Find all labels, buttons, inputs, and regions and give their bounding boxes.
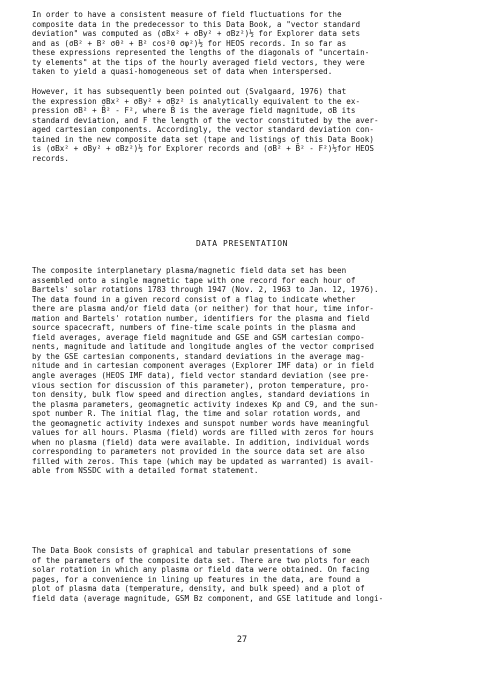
paragraph-composite-data-set: [32, 266, 460, 476]
text-line: by the GSE cartesian components, standard deviations in the average mag-: [32, 351, 365, 361]
paragraph-data-book-contents: [32, 546, 460, 603]
text-line: able from NSSDC with a detailed format statement.: [32, 466, 259, 476]
text-line: The composite interplanetary plasma/magnetic field data set has been: [32, 266, 347, 275]
text-line: records.: [32, 153, 69, 163]
text-line: tained in the new composite data set (tape and listings of this Data Book): [32, 134, 375, 144]
text-line: pression σB² + B̄² - F², where B̄ is the average field magnitude, σB its: [32, 106, 356, 116]
text-line: field averages, average field magnitude and GSE and GSM cartesian compo-: [32, 332, 365, 342]
text-line: composite data in the predecessor to this Data Book, a "vector standard: [32, 19, 361, 29]
text-line: aged cartesian components. Accordingly, the vector standard deviation con-: [32, 125, 375, 135]
text-line: The Data Book consists of graphical and tabular presentations of some: [32, 546, 351, 555]
text-line: field data (average magnitude, GSM Bz component, and GSE latitude and longi-: [32, 593, 384, 603]
text-line: However, it has subsequently been pointed out (Svalgaard, 1976) that: [32, 87, 347, 96]
text-line: source spacecraft, numbers of fine-time scale points in the plasma and: [32, 323, 356, 333]
text-line: when no plasma (field) data were available. In addition, individual words: [32, 437, 370, 447]
text-line: and as (σB² + B² σθ² + B² cos²θ σφ²)½ for HEOS records. In so far as: [32, 38, 347, 48]
text-line: values for all hours. Plasma (field) words are filled with zeros for hours: [32, 428, 375, 438]
text-line: The data found in a given record consist of a flag to indicate whether: [32, 294, 356, 304]
text-line: is (σBx² + σBy² + σBz²)½ for Explorer records and (σB² + B̄² - F²)½for HEOS: [32, 144, 375, 154]
text-line: nents, magnitude and latitude and longitude angles of the vector comprised: [32, 342, 375, 352]
text-line: the expression σBx² + σBy² + σBz² is analytically equivalent to the ex-: [32, 96, 361, 106]
text-line: filled with zeros. This tape (which may be updated as warranted) is avail-: [32, 456, 375, 466]
text-line: standard deviation, and F the length of the vector constituted by the aver-: [32, 115, 379, 125]
text-line: of the parameters of the composite data set. There are two plots for each: [32, 555, 370, 565]
text-line: spot number R. The initial flag, the time and solar rotation words, and: [32, 409, 361, 419]
text-line: corresponding to parameters not provided in the source data set are also: [32, 447, 365, 457]
text-line: In order to have a consistent measure of field fluctuations for the: [32, 10, 342, 19]
text-line: ty elements" at the tips of the hourly averaged field vectors, they were: [32, 57, 365, 67]
page-number: 27: [236, 635, 248, 645]
section-heading: DATA PRESENTATION: [195, 239, 289, 248]
text-line: these expressions represented the lengths of the diagonals of "uncertain-: [32, 48, 370, 58]
text-line: mation and Bartels' rotation number, identifiers for the plasma and field: [32, 313, 370, 323]
text-line: Bartels' solar rotations 1783 through 1947 (Nov. 2, 1963 to Jan. 12, 1976).: [32, 285, 379, 295]
text-line: plot of plasma data (temperature, density, and bulk speed) and a plot of: [32, 584, 365, 594]
text-line: ton density, bulk flow speed and direction angles, standard deviations in: [32, 390, 370, 400]
text-line: the plasma parameters, geomagnetic activity indexes Kp and C9, and the sun-: [32, 399, 379, 409]
text-line: taken to yield a quasi-homogeneous set of data when interspersed.: [32, 67, 333, 77]
text-line: nitude and in cartesian component averages (Explorer IMF data) or in field: [32, 361, 375, 371]
text-line: there are plasma and/or field data (or neither) for that hour, time infor-: [32, 304, 375, 314]
text-line: pages, for a convenience in lining up features in the data, are found a: [32, 574, 361, 584]
text-line: the geomagnetic activity indexes and sunspot number words have meaningful: [32, 418, 370, 428]
paragraph-svalgaard-correction: [32, 87, 460, 163]
text-line: assembled onto a single magnetic tape with one record for each hour of: [32, 275, 356, 285]
text-line: angle averages (HEOS IMF data), field vector standard deviation (see pre-: [32, 371, 370, 381]
paragraph-vector-standard-deviation: [32, 10, 460, 77]
text-line: deviation" was computed as (σBx² + σBy² + σBz²)½ for Explorer data sets: [32, 29, 361, 39]
text-line: solar rotation in which any plasma or field data were obtained. On facing: [32, 565, 370, 575]
text-line: vious section for discussion of this parameter), proton temperature, pro-: [32, 380, 370, 390]
